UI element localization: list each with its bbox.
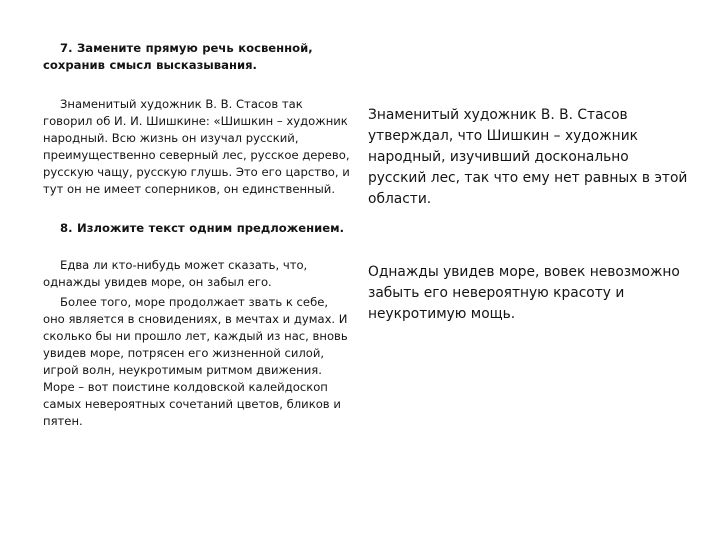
tasks-column: [43, 40, 353, 430]
task-8-answer: Однажды увидев море, вовек невозможно забыть его невероятную красоту и неукротимую мощь.: [368, 264, 680, 322]
task-7-title: 7. Замените прямую речь косвенной, сохранив смысл высказывания.: [43, 41, 313, 72]
task-8-title: 8. Изложите текст одним предложением.: [60, 221, 345, 235]
task-7-answer: Знаменитый художник В. В. Стасов утверждал, что Шишкин – художник народный, изучивший досконально русский лес, так что ему нет равных в этой области.: [368, 107, 688, 207]
task-8-source-paragraph-1: Едва ли кто-нибудь может сказать, что, однажды увидев море, он забыл его.: [43, 258, 308, 289]
task-8-source-paragraph-2: Более того, море продолжает звать к себе, оно является в сновидениях, в мечтах и думах. И сколько бы ни прошло лет, каждый из нас, вновь увидев море, потрясен его жизненной силой, игрой волн, неукротимым ритмом движения. Море – вот поистине колдовской калейдоскоп самых невероятных сочетаний цветов, бликов и пятен.: [43, 295, 348, 428]
task-7-source-text: Знаменитый художник В. В. Стасов так говорил об И. И. Шишкине: «Шишкин – художник народный. Всю жизнь он изучал русский, преимущественно северный лес, русское дерево, русскую чащу, русскую глушь. Это его царство, и тут он не имеет соперников, он единственный.: [43, 97, 350, 196]
